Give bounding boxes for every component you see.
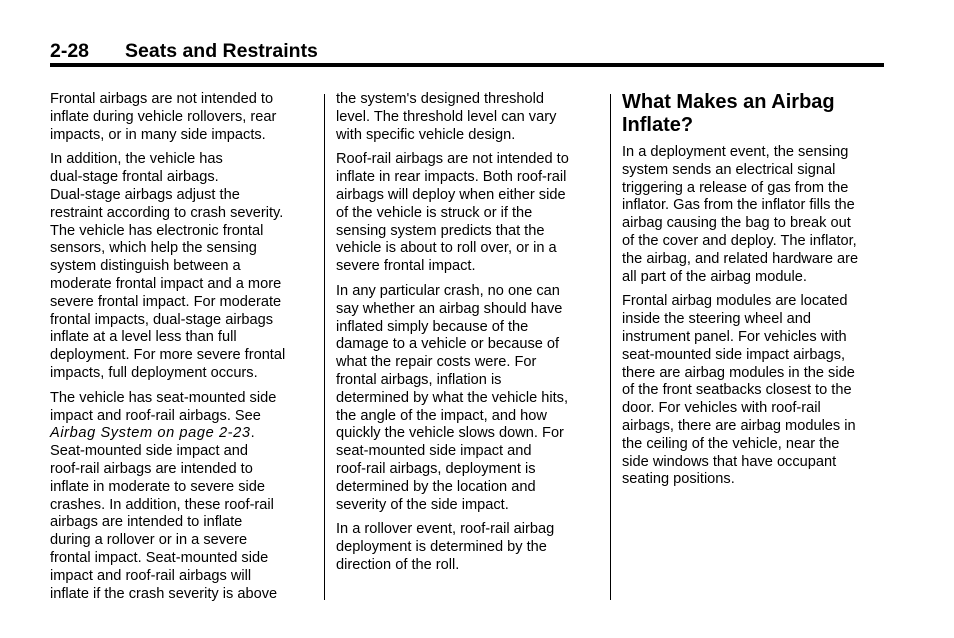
text-line: roof-rail airbags, deployment is [336, 460, 536, 477]
text-line: The vehicle has seat-mounted side [50, 389, 277, 406]
text-line: with specific vehicle design. [336, 126, 516, 143]
text-line: inflate in rear impacts. Both roof-rail [336, 169, 567, 186]
text-line: impacts, full deployment occurs. [50, 364, 258, 381]
text-line: airbag causing the bag to break out [622, 215, 851, 232]
text-line: impacts, or in many side impacts. [50, 126, 266, 143]
text-line: dual-stage frontal airbags. [50, 169, 219, 186]
text-line: impact and roof-rail airbags. See [50, 407, 261, 424]
text-line: severity of the side impact. [336, 496, 509, 513]
paragraph [336, 151, 598, 276]
paragraph [336, 283, 598, 514]
header-rule [50, 63, 884, 67]
text-line: inflate in moderate to severe side [50, 478, 265, 495]
text-line: Dual-stage airbags adjust the [50, 186, 240, 203]
text-line: inflate if the crash severity is above [50, 585, 278, 602]
text-line: In addition, the vehicle has [50, 151, 223, 168]
text-line: seating positions. [622, 471, 735, 488]
text-line: determined by the location and [336, 478, 536, 495]
text-line: what the repair costs were. For [336, 354, 537, 371]
text-line: deployment is determined by the [336, 539, 547, 556]
text-line: say whether an airbag should have [336, 300, 563, 317]
cross-reference-line [50, 425, 312, 443]
text-line: damage to a vehicle or because of [336, 336, 560, 353]
text-line: of the cover and deploy. The inflator, [622, 232, 857, 249]
column-divider [610, 94, 611, 600]
text-line: restraint according to crash severity. [50, 204, 284, 221]
text-line: crashes. In addition, these roof-rail [50, 496, 274, 513]
text-line: deployment. For more severe frontal [50, 347, 286, 364]
text-line: Roof-rail airbags are not intended to [336, 151, 569, 168]
text-line: inside the steering wheel and [622, 311, 812, 328]
text-line: sensing system predicts that the [336, 222, 545, 239]
text-line: airbags, there are airbag modules in [622, 417, 856, 434]
text-line: triggering a release of gas from the [622, 179, 849, 196]
text-line: frontal airbags, inflation is [336, 371, 502, 388]
text-line: side windows that have occupant [622, 453, 837, 470]
text-line: impact and roof-rail airbags will [50, 567, 252, 584]
text-line: all part of the airbag module. [622, 268, 807, 285]
text-line: the ceiling of the vehicle, near the [622, 435, 840, 452]
text-line: Frontal airbags are not intended to [50, 91, 274, 107]
text-line: In a rollover event, roof-rail airbag [336, 521, 555, 538]
text-line: level. The threshold level can vary [336, 108, 557, 125]
text-line: airbags will deploy when either side [336, 186, 566, 203]
text-line: of the vehicle is struck or if the [336, 204, 533, 221]
paragraph [50, 151, 312, 382]
text-line: vehicle is about to roll over, or in a [336, 240, 557, 257]
paragraph [50, 91, 312, 144]
paragraph-lines [50, 443, 312, 603]
text-line: the angle of the impact, and how [336, 407, 547, 424]
text-line: moderate frontal impact and a more [50, 275, 282, 292]
text-line: inflate during vehicle rollovers, rear [50, 108, 277, 125]
text-line: inflator. Gas from the inflator fills the [622, 197, 855, 214]
cross-reference-suffix: . [250, 425, 255, 442]
text-line: of the front seatbacks closest to the [622, 382, 852, 399]
paragraph [336, 91, 598, 144]
paragraph [622, 144, 886, 286]
text-line: during a rollover or in a severe [50, 532, 248, 549]
text-line: In a deployment event, the sensing [622, 144, 849, 160]
text-line: severe frontal impact. For moderate [50, 293, 282, 310]
text-line: direction of the roll. [336, 556, 460, 573]
column-divider [324, 94, 325, 600]
text-line: airbags are intended to inflate [50, 514, 243, 531]
text-line: seat-mounted side impact airbags, [622, 346, 846, 363]
text-column-3 [622, 91, 886, 496]
text-line: determined by what the vehicle hits, [336, 389, 569, 406]
text-line: system distinguish between a [50, 258, 241, 275]
text-line: frontal impacts, dual-stage airbags [50, 311, 274, 328]
text-line: The vehicle has electronic frontal [50, 222, 264, 239]
text-column-2 [336, 91, 598, 582]
text-line: What Makes an Airbag [622, 91, 835, 113]
page-number: 2-28 [50, 40, 90, 62]
text-line: Seat-mounted side impact and [50, 443, 248, 460]
text-column-1 [50, 91, 312, 610]
text-line: In any particular crash, no one can [336, 282, 560, 299]
text-line: Inflate? [622, 114, 694, 136]
text-line: quickly the vehicle slows down. For [336, 425, 564, 442]
paragraph [336, 521, 598, 574]
text-line: there are airbag modules in the side [622, 364, 855, 381]
text-line: severe frontal impact. [336, 258, 476, 275]
text-line: the airbag, and related hardware are [622, 250, 859, 267]
text-line: inflate at a level less than full [50, 329, 237, 346]
text-line: the system's designed threshold [336, 91, 545, 107]
section-title: Seats and Restraints [125, 40, 318, 62]
text-line: sensors, which help the sensing [50, 240, 257, 257]
paragraph [50, 390, 312, 604]
text-line: seat-mounted side impact and [336, 443, 532, 460]
section-heading [622, 91, 886, 137]
text-line: inflated simply because of the [336, 318, 529, 335]
text-line: instrument panel. For vehicles with [622, 328, 847, 345]
text-line: roof-rail airbags are intended to [50, 460, 253, 477]
text-line: system sends an electrical signal [622, 161, 836, 178]
page-header [50, 39, 884, 63]
text-line: door. For vehicles with roof-rail [622, 400, 821, 417]
cross-reference-link[interactable]: Airbag System on page 2-23 [50, 425, 251, 442]
text-line: frontal impact. Seat-mounted side [50, 549, 269, 566]
text-line: Frontal airbag modules are located [622, 293, 848, 310]
paragraph-lines [50, 390, 312, 426]
paragraph [622, 293, 886, 489]
